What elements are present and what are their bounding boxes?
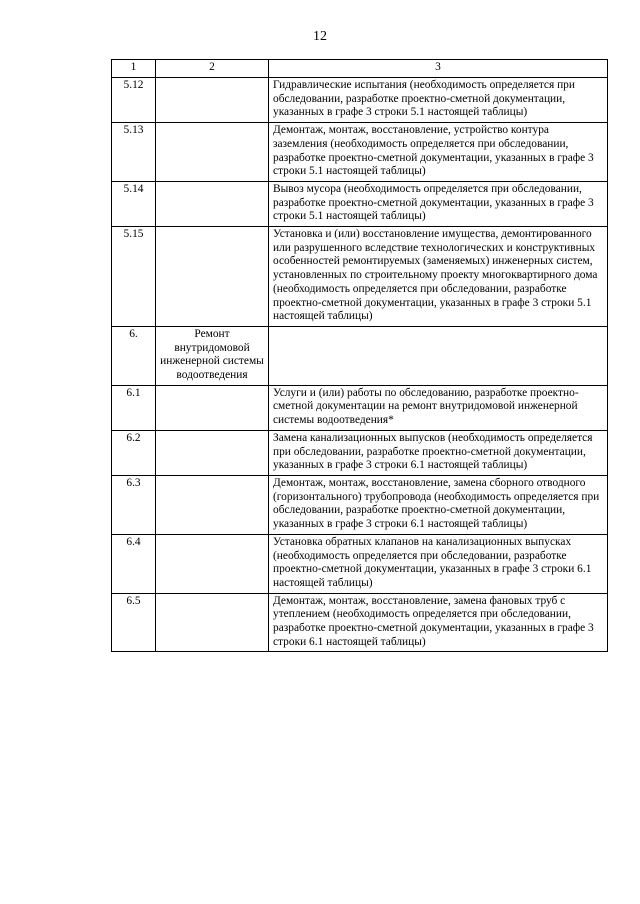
row-section-name: [156, 430, 269, 475]
page-number: 12: [313, 29, 327, 44]
row-description: Демонтаж, монтаж, восстановление, устройство контура заземления (необходимость определяется при обследовании, разработке проектно-сметной документации, указанных в графе 3 строки 5.1 настоящей таблицы): [269, 123, 608, 182]
row-number: 6.4: [112, 534, 156, 593]
row-description: Замена канализационных выпусков (необходимость определяется при обследовании, разработке проектно-сметной документации, указанных в графе 3 строки 6.1 настоящей таблицы): [269, 430, 608, 475]
row-section-name: [156, 385, 269, 430]
row-number: 6.3: [112, 475, 156, 534]
row-section-name: Ремонт внутридомовой инженерной системы водоотведения: [156, 326, 269, 385]
row-number: 5.12: [112, 78, 156, 123]
row-description: Вывоз мусора (необходимость определяется при обследовании, разработке проектно-сметной документации, указанных в графе 3 строки 5.1 настоящей таблицы): [269, 181, 608, 226]
row-section-name: [156, 181, 269, 226]
row-number: 5.14: [112, 181, 156, 226]
table-row-section-heading: [112, 326, 608, 385]
table-row: [112, 123, 608, 182]
table-row: [112, 475, 608, 534]
table-row: [112, 430, 608, 475]
table-row: [112, 593, 608, 652]
row-description: Услуги и (или) работы по обследованию, разработке проектно-сметной документации на ремонт внутридомовой инженерной системы водоотведения*: [269, 385, 608, 430]
row-section-name: [156, 78, 269, 123]
table-row: [112, 385, 608, 430]
row-section-name: [156, 475, 269, 534]
column-number-row: [112, 60, 608, 78]
row-description: Демонтаж, монтаж, восстановление, замена сборного отводного (горизонтального) трубопровода (необходимость определяется при обследовании, разработке проектно-сметной документации, указанных в графе 3 строки 6.1 настоящей таблицы): [269, 475, 608, 534]
row-number: 6.2: [112, 430, 156, 475]
row-number: 6.: [112, 326, 156, 385]
column-number-2: 2: [156, 60, 269, 78]
row-description: [269, 326, 608, 385]
row-section-name: [156, 534, 269, 593]
row-number: 6.1: [112, 385, 156, 430]
row-description: Гидравлические испытания (необходимость определяется при обследовании, разработке проектно-сметной документации, указанных в графе 3 строки 5.1 настоящей таблицы): [269, 78, 608, 123]
row-description: Установка и (или) восстановление имущества, демонтированного или разрушенного вследствие технологических и конструктивных особенностей ремонтируемых (заменяемых) инженерных систем, установленных по строительному проекту многоквартирного дома (необходимость определяется при обследовании, разработке проектно-сметной документации, указанных в графе 3 строки 5.1 настоящей таблицы): [269, 227, 608, 327]
row-number: 5.13: [112, 123, 156, 182]
works-table: [111, 59, 608, 652]
row-number: 6.5: [112, 593, 156, 652]
table-row: [112, 181, 608, 226]
row-section-name: [156, 123, 269, 182]
row-description: Демонтаж, монтаж, восстановление, замена фановых труб с утеплением (необходимость определяется при обследовании, разработке проектно-сметной документации, указанных в графе 3 строки 6.1 настоящей таблицы): [269, 593, 608, 652]
column-number-1: 1: [112, 60, 156, 78]
row-description: Установка обратных клапанов на канализационных выпусках (необходимость определяется при обследовании, разработке проектно-сметной документации, указанных в графе 3 строки 6.1 настоящей таблицы): [269, 534, 608, 593]
column-number-3: 3: [269, 60, 608, 78]
row-section-name: [156, 593, 269, 652]
table-row: [112, 534, 608, 593]
table-row: [112, 78, 608, 123]
row-section-name: [156, 227, 269, 327]
table-row: [112, 227, 608, 327]
row-number: 5.15: [112, 227, 156, 327]
